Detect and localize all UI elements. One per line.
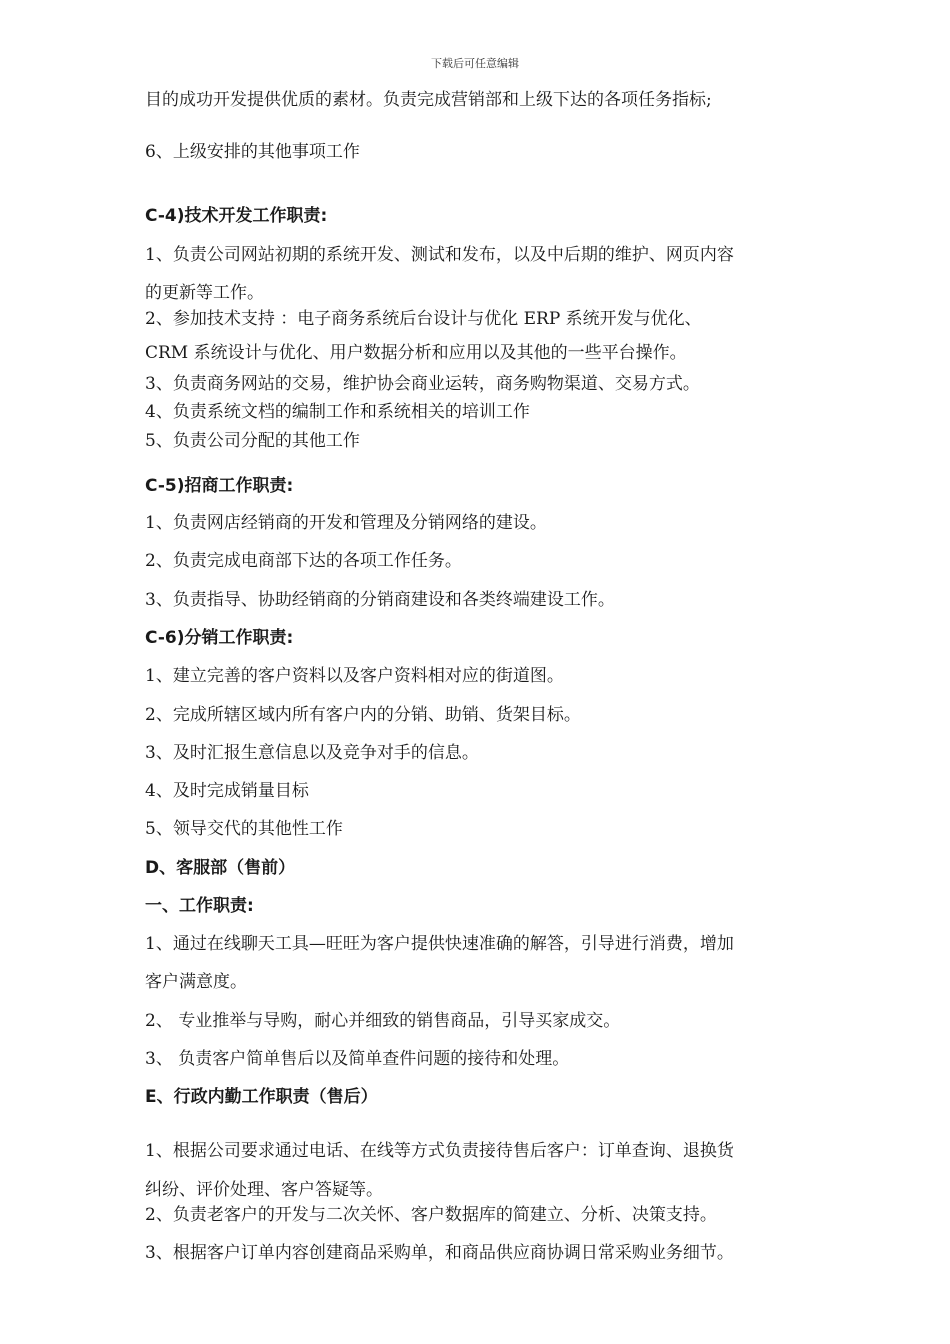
text-line: 3、及时汇报生意信息以及竞争对手的信息。 <box>145 743 479 763</box>
text-line: 2、负责完成电商部下达的各项工作任务。 <box>145 551 462 571</box>
text-line: 2、完成所辖区域内所有客户内的分销、助销、货架目标。 <box>145 705 581 725</box>
text-line: 的更新等工作。 <box>145 283 264 303</box>
text-line: 2、参加技术支持 ：电子商务系统后台设计与优化 ERP 系统开发与优化、 <box>145 309 702 329</box>
text-line: 5、领导交代的其他性工作 <box>145 819 343 839</box>
text-line: 1、建立完善的客户资料以及客户资料相对应的街道图。 <box>145 666 564 686</box>
text-line: 5、负责公司分配的其他工作 <box>145 431 360 451</box>
section-heading: E、行政内勤工作职责（售后） <box>145 1087 378 1107</box>
section-heading: C-4)技术开发工作职责: <box>145 206 328 226</box>
text-line: 2、负责老客户的开发与二次关怀、客户数据库的简建立、分析、决策支持。 <box>145 1205 717 1225</box>
text-line: 客户满意度。 <box>145 972 247 992</box>
page-header: 下载后可任意编辑 <box>431 57 519 70</box>
text-line: 1、负责网店经销商的开发和管理及分销网络的建设。 <box>145 513 547 533</box>
text-line: 1、通过在线聊天工具—旺旺为客户提供快速准确的解答，引导进行消费，增加 <box>145 934 734 954</box>
text-line: 3、根据客户订单内容创建商品采购单，和商品供应商协调日常采购业务细节。 <box>145 1243 734 1263</box>
text-line: 1、根据公司要求通过电话、在线等方式负责接待售后客户：订单查询、退换货 <box>145 1141 734 1161</box>
text-line: 3、负责指导、协助经销商的分销商建设和各类终端建设工作。 <box>145 590 615 610</box>
section-heading: C-6)分销工作职责: <box>145 628 294 648</box>
text-line: 2、 专业推举与导购，耐心并细致的销售商品，引导买家成交。 <box>145 1011 621 1031</box>
text-line: 纠纷、评价处理、客户答疑等。 <box>145 1180 383 1200</box>
section-heading: D、客服部（售前） <box>145 858 296 878</box>
text-line: 4、及时完成销量目标 <box>145 781 309 801</box>
text-line: 1、负责公司网站初期的系统开发、测试和发布，以及中后期的维护、网页内容 <box>145 245 734 265</box>
text-line: CRM 系统设计与优化、用户数据分析和应用以及其他的一些平台操作。 <box>145 343 687 363</box>
text-line: 6、上级安排的其他事项工作 <box>145 142 360 162</box>
text-line: 目的成功开发提供优质的素材。负责完成营销部和上级下达的各项任务指标; <box>145 90 712 110</box>
section-heading: C-5)招商工作职责: <box>145 476 294 496</box>
section-heading: 一、工作职责: <box>145 896 254 916</box>
text-line: 3、负责商务网站的交易，维护协会商业运转，商务购物渠道、交易方式。 <box>145 374 700 394</box>
text-line: 4、负责系统文档的编制工作和系统相关的培训工作 <box>145 402 530 422</box>
text-line: 3、 负责客户简单售后以及简单查件问题的接待和处理。 <box>145 1049 570 1069</box>
